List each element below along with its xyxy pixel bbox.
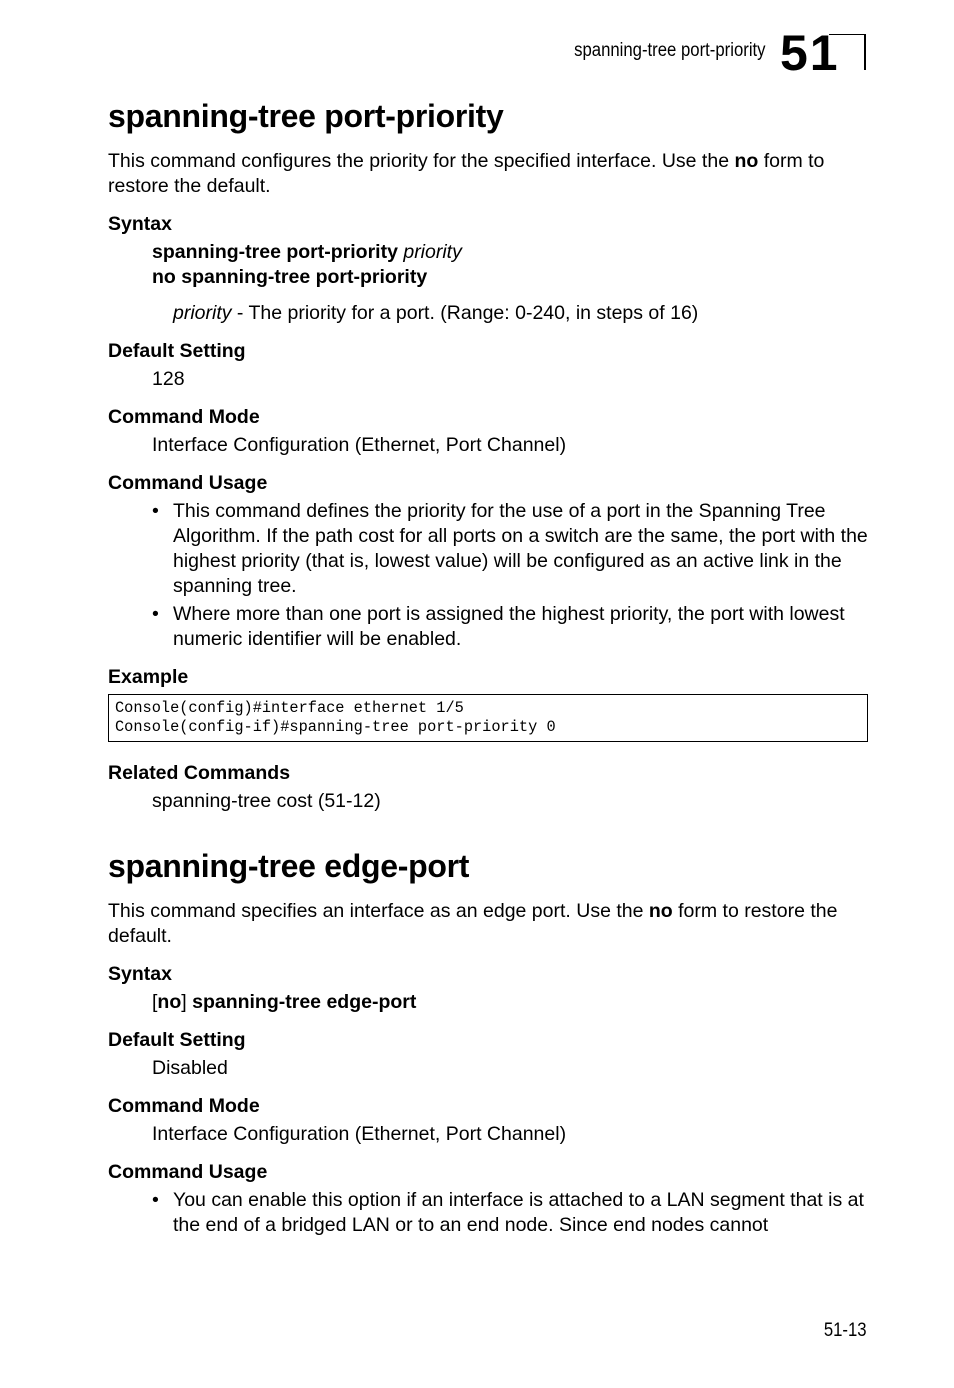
list-item: • This command defines the priority for the use of a port in the Spanning Tree Algorithm. If the path cost for all ports on a switch are the same, the port with the highest priority (that is, lowest value) will be configured as an active link in the spanning tree. bbox=[152, 500, 868, 597]
section-title: spanning-tree port-priority bbox=[108, 98, 504, 134]
mode-heading: Command Mode bbox=[108, 1095, 260, 1117]
section-title: spanning-tree edge-port bbox=[108, 848, 470, 884]
section-intro: This command configures the priority for the specified interface. Use the no form to restore the default. bbox=[108, 150, 825, 197]
related-heading: Related Commands bbox=[108, 762, 291, 784]
related-value: spanning-tree cost (51-12) bbox=[152, 790, 381, 812]
code-line: Console(config)#interface ethernet 1/5 bbox=[115, 699, 464, 717]
code-example bbox=[108, 694, 868, 742]
mode-value: Interface Configuration (Ethernet, Port Channel) bbox=[152, 434, 567, 456]
default-value: Disabled bbox=[152, 1057, 228, 1079]
default-heading: Default Setting bbox=[108, 1029, 246, 1051]
usage-list bbox=[108, 1188, 868, 1238]
list-item: • You can enable this option if an interface is attached to a LAN segment that is at the end of a bridged LAN or to an end node. Since end nodes cannot bbox=[152, 1189, 864, 1236]
list-item: • Where more than one port is assigned the highest priority, the port with lowest numeric identifier will be enabled. bbox=[152, 603, 845, 650]
chapter-rule bbox=[864, 34, 866, 70]
code-line: Console(config-if)#spanning-tree port-priority 0 bbox=[115, 718, 556, 736]
syntax-block: [no] spanning-tree edge-port bbox=[152, 991, 417, 1013]
default-value: 128 bbox=[152, 368, 185, 390]
chapter-number: 51 bbox=[780, 25, 840, 81]
page-content bbox=[108, 98, 868, 1252]
syntax-block: spanning-tree port-priority priority no spanning-tree port-priority bbox=[152, 241, 462, 288]
page-number: 51-13 bbox=[824, 1320, 867, 1341]
example-heading: Example bbox=[108, 666, 189, 688]
syntax-heading: Syntax bbox=[108, 963, 172, 985]
parameter-description: priority - The priority for a port. (Range: 0-240, in steps of 16) bbox=[173, 302, 699, 324]
usage-heading: Command Usage bbox=[108, 472, 268, 494]
syntax-heading: Syntax bbox=[108, 213, 172, 235]
section-intro: This command specifies an interface as an edge port. Use the no form to restore the default. bbox=[108, 900, 838, 947]
mode-heading: Command Mode bbox=[108, 406, 260, 428]
running-head: spanning-tree port-priority bbox=[574, 40, 766, 61]
usage-list bbox=[108, 499, 868, 652]
usage-heading: Command Usage bbox=[108, 1161, 268, 1183]
mode-value: Interface Configuration (Ethernet, Port Channel) bbox=[152, 1123, 567, 1145]
default-heading: Default Setting bbox=[108, 340, 246, 362]
